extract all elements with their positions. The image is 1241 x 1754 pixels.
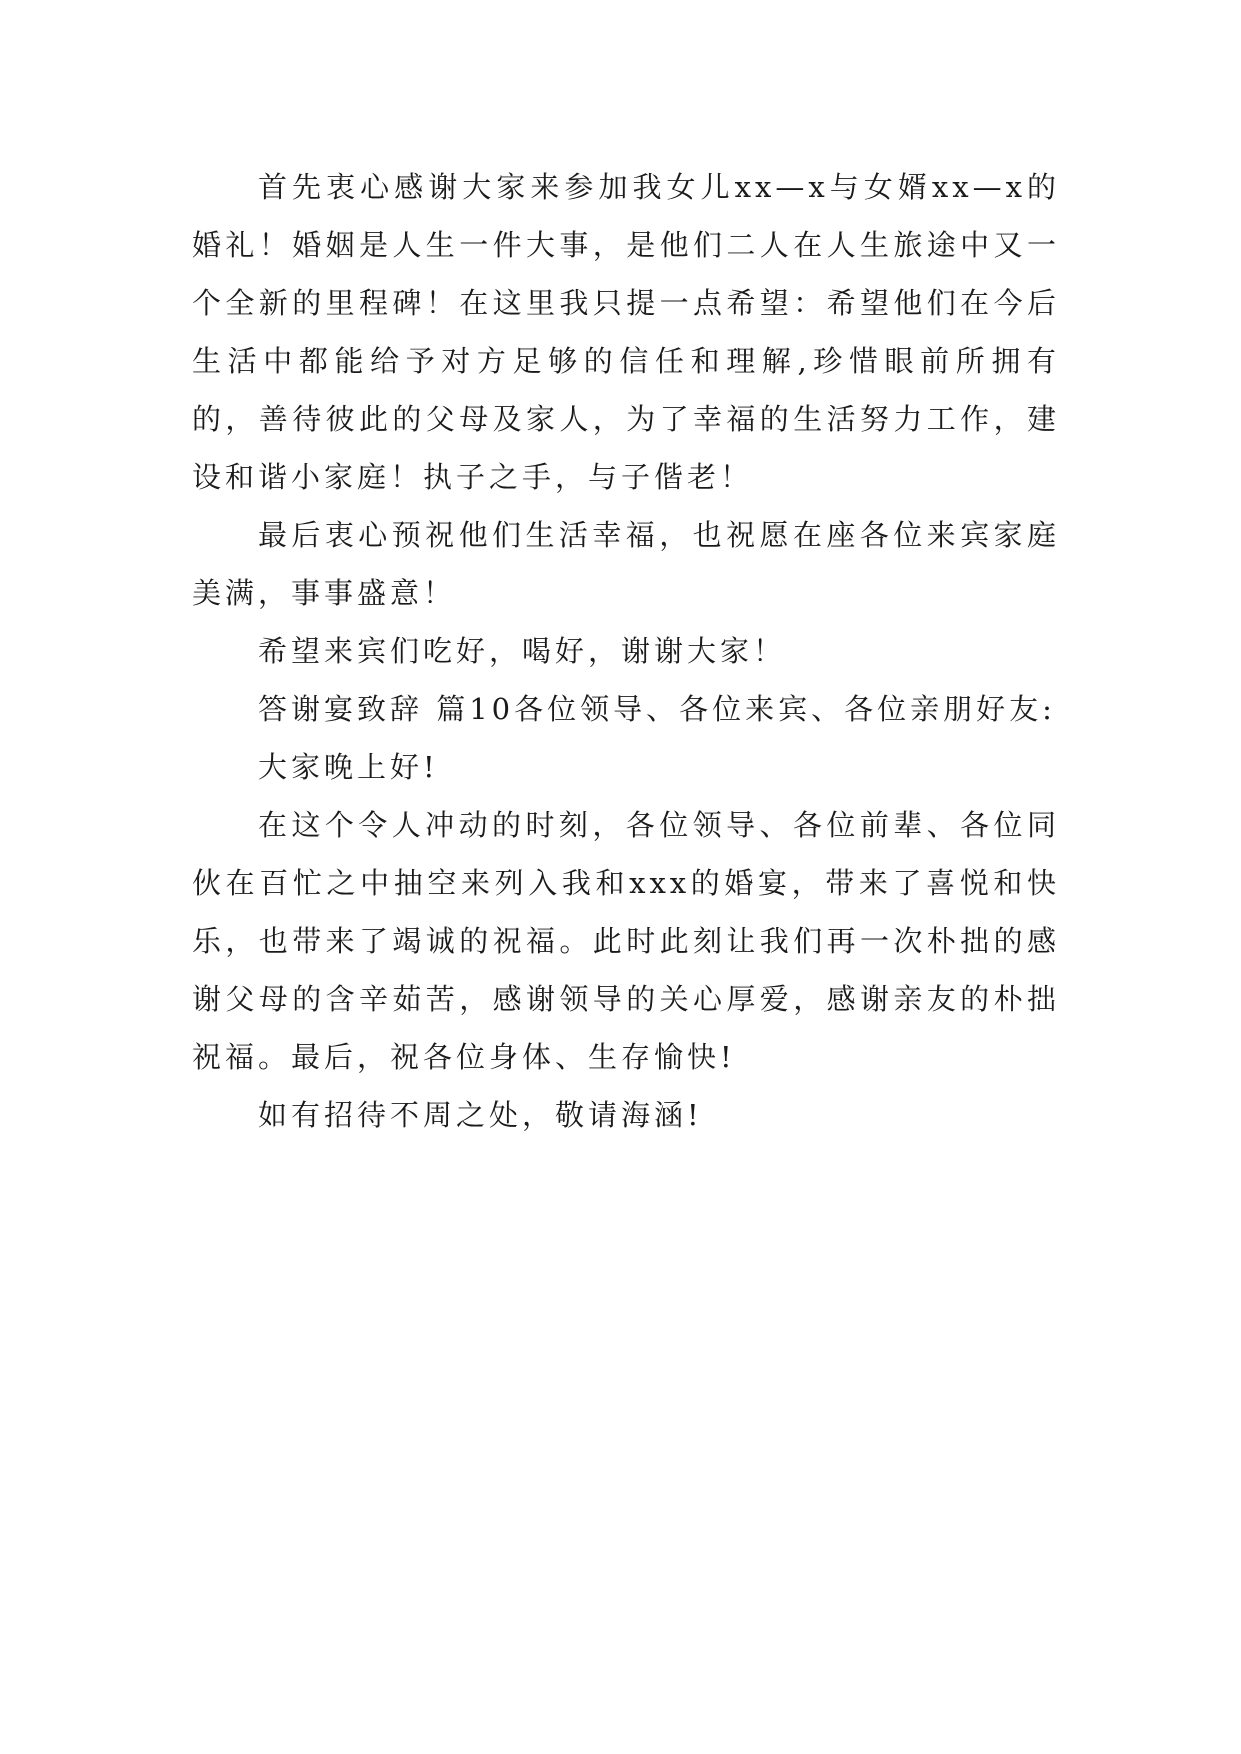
paragraph-enjoy: 希望来宾们吃好，喝好，谢谢大家！ [258, 634, 787, 668]
paragraph-greeting: 大家晚上好! [258, 750, 439, 784]
paragraph-wishes: 最后衷心预祝他们生活幸福，也祝愿在座各位来宾家庭美满，事事盛意！ [192, 518, 1060, 610]
paragraph-section-heading: 答谢宴致辞 篇10各位领导、各位来宾、各位亲朋好友: [258, 692, 1056, 726]
paragraph-closing: 如有招待不周之处，敬请海涵! [258, 1098, 703, 1132]
paragraph-thanks-body: 在这个令人冲动的时刻，各位领导、各位前辈、各位同伙在百忙之中抽空来列入我和xxx的婚宴，带来了喜悦和快乐，也带来了竭诚的祝福。此时此刻让我们再一次朴拙的感谢父母的含辛茹苦，感谢领导的关心厚爱，感谢亲友的朴拙祝福。最后，祝各位身体、生存愉快! [192, 808, 1060, 1074]
document-body [192, 158, 1060, 1144]
paragraph-opening-thanks: 首先衷心感谢大家来参加我女儿xx—x与女婿xx—x的婚礼！婚姻是人生一件大事，是他们二人在人生旅途中又一个全新的里程碑！在这里我只提一点希望：希望他们在今后生活中都能给予对方足够的信任和理解,珍惜眼前所拥有的，善待彼此的父母及家人，为了幸福的生活努力工作，建设和谐小家庭！执子之手，与子偕老！ [192, 170, 1060, 494]
